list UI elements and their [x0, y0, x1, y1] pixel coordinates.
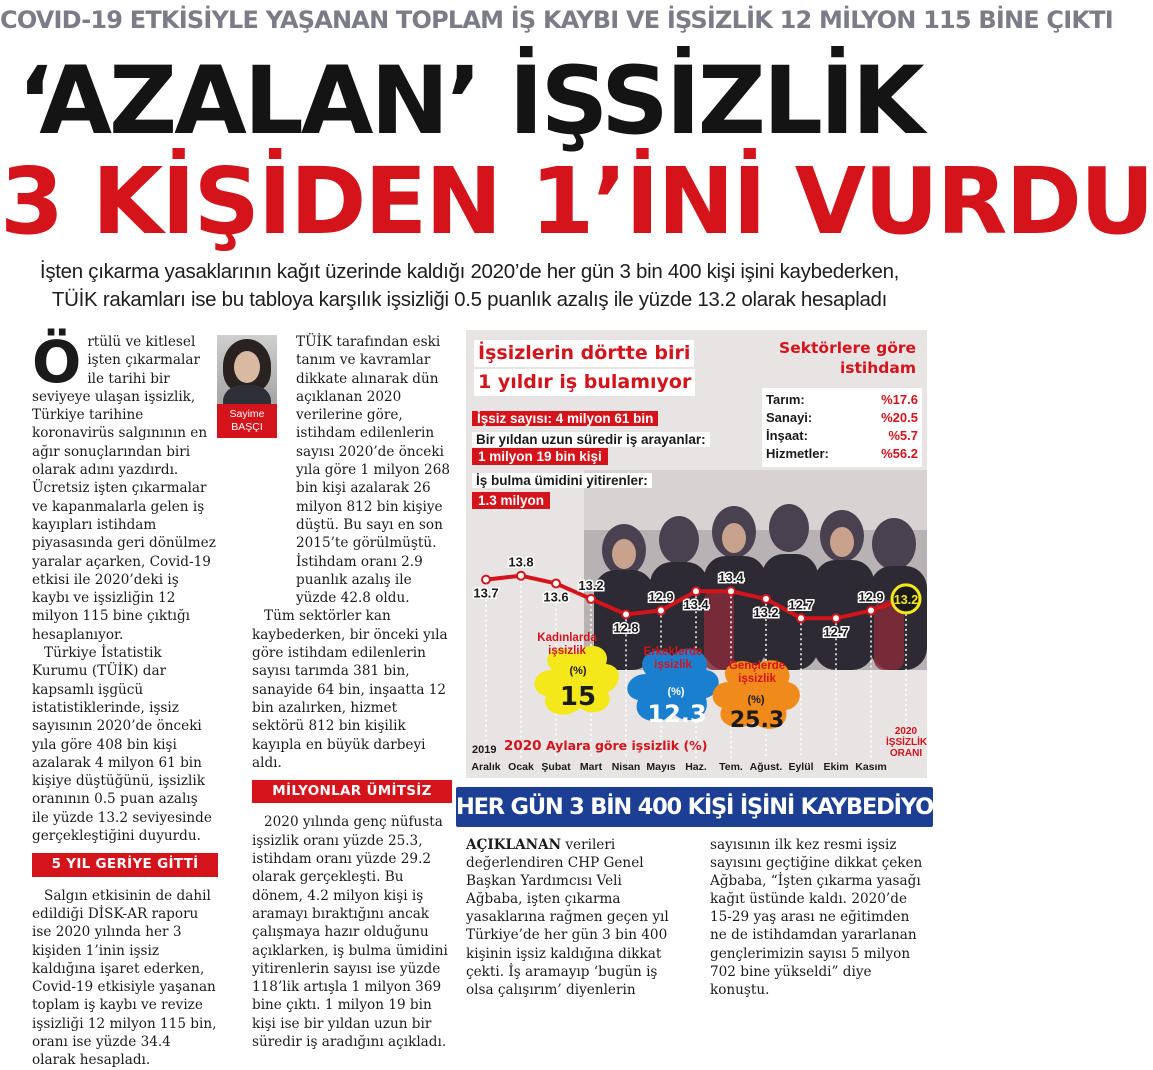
- chart-value-label: 13.2: [753, 604, 779, 620]
- paragraph: TÜİK tarafından eski tanım ve kavramlar dikkate alınarak dün açıklanan 2020 verilerine göre, istihdam edilenlerin sayısı 2020’de önceki yıla göre 1 milyon 268 bin kişi azalarak 26 milyon 812 bin kişiye düştü. Bu sayı en son 2015’te görülmüştü. İstihdam oranı 2.9 puanlık azalış ile yüzde 42.8 oldu.: [296, 334, 450, 607]
- axis-caption: 2020 Aylara göre işsizlik (%): [504, 738, 708, 754]
- youth-label: Gençlerde işsizlik: [728, 660, 786, 685]
- infographic-title-line-2: 1 yıldır iş bulamıyor: [474, 369, 695, 396]
- women-label: Kadınlarda işsizlik: [537, 632, 597, 657]
- sector-title: Sektörlere göre istihdam: [779, 339, 916, 377]
- subhead-line-1: İşten çıkarma yasaklarının kağıt üzerinde kaldığı 2020’de her gün 3 bin 400 kişi işini kaybederken,: [39, 260, 900, 283]
- article-column-1: [32, 328, 218, 1070]
- paragraph: 2020 yılında genç nüfusta işsizlik oranı yüzde 25.3, istihdam oranı yüzde 29.2 olarak gerçekleşti. Bu dönem, 4.2 milyon kişi iş aramayı bıraktığını ancak çalışmaya hazır olduğunu açıklarken, iş bulma ümidini yitirenlerin sayısı ise yüzde 118’lik artışla 1 milyon 369 bine çıktı. 1 milyon 19 bin kişi ise bir yıldan uzun bir süredir iş aradığını açıkladı.: [252, 814, 448, 1050]
- chart-month-label: Tem.: [719, 761, 743, 773]
- year-2019-label: 2019: [472, 744, 497, 756]
- headline-line-1: ‘AZALAN’ İŞSİZLİK: [17, 47, 922, 156]
- author-first-name: Sayime: [229, 408, 265, 420]
- author-last-name: BAŞÇI: [231, 421, 263, 433]
- hopeless-value: 1.3 milyon: [472, 492, 550, 509]
- paragraph: [466, 836, 926, 999]
- month-axis: [466, 758, 927, 778]
- chart-value-label: 12.9: [648, 589, 674, 605]
- chart-value-label: 13.7: [473, 585, 499, 601]
- section-banner: HER GÜN 3 BİN 400 KİŞİ İŞİNİ KAYBEDİYOR: [456, 787, 933, 827]
- sector-row: Tarım: %17.6: [766, 392, 918, 407]
- chart-value-label: 12.7: [823, 624, 849, 640]
- men-pct: (%): [667, 686, 685, 698]
- chart-month-label: Ekim: [823, 761, 849, 773]
- article-column-2: [252, 333, 452, 1051]
- men-value: 12.3: [647, 700, 707, 728]
- chart-value-label: 12.8: [613, 620, 639, 636]
- unemployed-count: İşsiz sayısı: 4 milyon 61 bin: [472, 410, 658, 427]
- subhead-line-2: TÜİK rakamları ise bu tabloya karşılık işsizliği 0.5 puanlık azalış ile yüzde 13.2 olarak hesapladı: [51, 288, 888, 311]
- chart-month-label: Nisan: [611, 761, 641, 773]
- paragraph: Salgın etkisinin de dahil edildiği DİSK-AR raporu ise 2020 yılında her 3 kişiden 1’inin işsiz kaldığına işaret ederken, Covid-19 etkisiyle yaşanan toplam iş kaybı ve revize işsizliği 12 milyon 115 bin, oranı ise yüzde 34.4 olarak hesapladı.: [32, 887, 217, 1069]
- chart-value-label: 13.4: [718, 570, 744, 586]
- women-pct: (%): [569, 665, 587, 677]
- kicker: COVID-19 ETKİSİYLE YAŞANAN TOPLAM İŞ KAYBI VE İŞSİZLİK 12 MİLYON 115 BİNE ÇIKTI: [0, 6, 1113, 34]
- chart-month-label: Mayıs: [646, 761, 676, 773]
- article-column-3: [466, 836, 926, 1016]
- infographic-title-line-1: İşsizlerin dörtte biri: [474, 340, 694, 367]
- longterm-value: 1 milyon 19 bin kişi: [472, 448, 608, 465]
- women-value: 15: [559, 682, 597, 712]
- lead-word: AÇIKLANAN: [466, 837, 562, 853]
- chart-value-label: 13.6: [543, 589, 569, 605]
- chart-month-label: Kasım: [855, 761, 887, 773]
- infographic: [466, 330, 927, 778]
- paragraph: Türkiye İstatistik Kurumu (TÜİK) dar kapsamlı işgücü istatistiklerinde, işsiz sayısının 2020’de önceki yıla göre 408 bin kişi azalarak 4 milyon 61 bin kişiye düştüğünü, işsizlik oranının 0.5 puan azalış ile yüzde 13.2 seviyesinde gerçekleştiğini duyurdu.: [32, 645, 212, 845]
- sector-row: Sanayi: %20.5: [766, 410, 918, 425]
- subheadline: [0, 258, 939, 314]
- chart-value-label: 12.9: [858, 589, 884, 605]
- drop-cap: Ö: [32, 328, 82, 396]
- chart-month-label: Eylül: [788, 761, 814, 773]
- chart-value-label: 13.2: [578, 577, 604, 593]
- longterm-label: Bir yıldan uzun süredir iş arayanlar:: [472, 431, 710, 448]
- youth-pct: (%): [747, 694, 765, 706]
- section-heading: 5 YIL GERİYE GİTTİ: [32, 853, 218, 876]
- chart-month-label: Aralık: [471, 761, 501, 773]
- chart-month-label: Şubat: [541, 761, 571, 773]
- youth-value: 25.3: [729, 708, 785, 733]
- section-heading: MİLYONLAR ÜMİTSİZ: [252, 780, 452, 803]
- sector-row: Hizmetler: %56.2: [766, 446, 918, 461]
- chart-value-label: 12.7: [788, 597, 814, 613]
- chart-month-label: Mart: [579, 761, 603, 773]
- chart-value-label: 13.8: [508, 554, 534, 570]
- headline-line-2: 3 KİŞİDEN 1’İNİ VURDU: [0, 148, 1153, 255]
- chart-month-label: Ocak: [508, 761, 534, 773]
- men-label: Erkeklerde işsizlik: [643, 646, 703, 671]
- year-total-label: 2020 İŞSİZLİK ORANI: [886, 726, 928, 759]
- chart-value-label: 13.4: [683, 597, 709, 613]
- paragraph: rtülü ve kitlesel işten çıkarmalar ile tarihi bir seviyeye ulaşan işsizlik, Türkiye tarihine koronavirüs salgınının en ağır sonuçlarından biri olarak adını yazdırdı. Ücretsiz işten çıkarmalar ve kapanmalarla gelen iş kayıpları istihdam piyasasında geri dönülmez yaralar açarken, Covid-19 etkisi ile 2020’deki iş kaybı ve işsizliğin 12 milyon 115 bine çıktığı hesaplanıyor.: [32, 334, 216, 643]
- sector-row: İnşaat: %5.7: [766, 428, 918, 443]
- hopeless-label: İş bulma ümidini yitirenler:: [472, 472, 652, 489]
- chart-value-label: 13.2: [893, 592, 919, 607]
- paragraph: Tüm sektörler kan kaybederken, bir önceki yıla göre istihdam edilenlerin sayısı tarımda 381 bin, sanayide 64 bin, inşaatta 12 bin azalırken, hizmet sektörü 812 bin kişilik kayıpla en büyük darbeyi aldı.: [252, 608, 448, 771]
- lead-paragraph-text: verileri değerlendiren CHP Genel Başkan Yardımcısı Veli Ağbaba, işten çıkarma yasaklarına rağmen geçen yıl Türkiye’de her gün 3 bin 400 kişinin işsiz kaldığına dikkat çekti. İş aramayıp ‘bugün iş olsa çalışırım’ diyenlerin sayısının ilk kez resmi işsiz sayısını geçtiğine dikkat çeken Ağbaba, “İşten çıkarma yasağı kağıt üstünde kaldı. 2020’de 15-29 yaş arası ne eğitimden ne de istihdamdan yararlanan gençlerimizin sayısı 5 milyon 702 bine yükseldi” diye konuştu.: [466, 837, 923, 998]
- chart-month-label: Ağust.: [749, 761, 783, 773]
- chart-month-label: Haz.: [685, 761, 707, 773]
